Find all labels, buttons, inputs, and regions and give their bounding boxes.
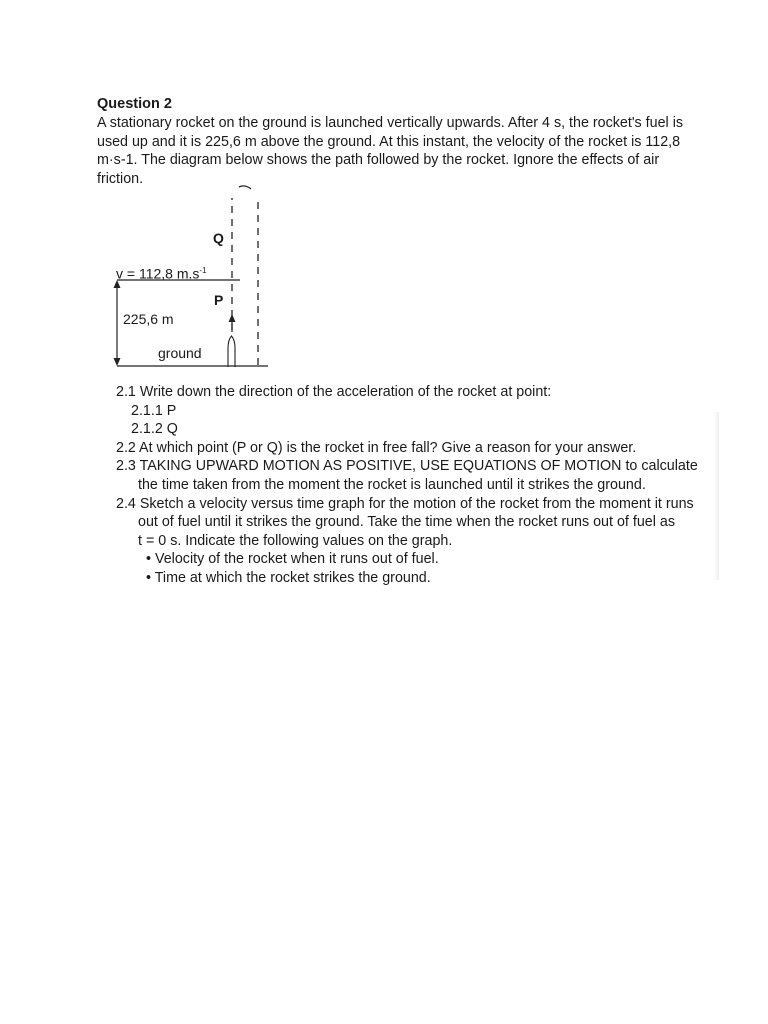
- q2-1-2: 2.1.2 Q: [131, 421, 178, 438]
- q2-4-line-1: 2.4 Sketch a velocity versus time graph for the motion of the rocket from the moment it runs: [116, 495, 694, 512]
- bullet-time: • Time at which the rocket strikes the ground.: [146, 569, 431, 586]
- rocket-icon: [228, 336, 235, 367]
- velocity-value: v = 112,8 m.s: [116, 265, 200, 282]
- intro-line-4: friction.: [97, 170, 144, 187]
- velocity-label: [116, 263, 207, 282]
- ground-label: ground: [158, 345, 202, 361]
- q2-3-line-2: the time taken from the moment the rocket is launched until it strikes the ground.: [138, 476, 646, 493]
- point-p-label: P: [214, 292, 224, 308]
- question-heading: Question 2: [97, 96, 172, 112]
- intro-line-1: A stationary rocket on the ground is launched vertically upwards. After 4 s, the rocket's fuel is: [97, 115, 684, 131]
- scan-edge-shadow: [714, 412, 719, 580]
- path-apex-arc: [239, 186, 251, 189]
- q2-1: 2.1 Write down the direction of the acceleration of the rocket at point:: [116, 384, 552, 400]
- intro-line-2: used up and it is 225,6 m above the ground. At this instant, the velocity of the rocket is 112,8: [97, 133, 681, 150]
- q2-4-line-3: t = 0 s. Indicate the following values on the graph.: [138, 532, 453, 549]
- q2-4-line-2: out of fuel until it strikes the ground. Take the time when the rocket runs out of fuel as: [138, 514, 675, 531]
- q2-1-1: 2.1.1 P: [131, 402, 177, 419]
- velocity-exponent: -1: [199, 266, 207, 275]
- subquestions: [116, 383, 698, 588]
- height-arrow-head-down: [114, 358, 121, 366]
- intro-line-3: m·s-1. The diagram below shows the path followed by the rocket. Ignore the effects of air: [97, 152, 660, 168]
- rocket-path-diagram: [100, 180, 280, 375]
- bullet-velocity: • Velocity of the rocket when it runs out of fuel.: [146, 551, 439, 568]
- point-q-label: Q: [213, 230, 224, 246]
- q2-3-line-1: 2.3 TAKING UPWARD MOTION AS POSITIVE, USE EQUATIONS OF MOTION to calculate: [116, 458, 698, 475]
- height-label: 225,6 m: [123, 311, 174, 327]
- question-intro: [97, 114, 707, 188]
- p-arrow-head: [229, 314, 236, 322]
- q2-2: 2.2 At which point (P or Q) is the rocket in free fall? Give a reason for your answer.: [116, 439, 637, 456]
